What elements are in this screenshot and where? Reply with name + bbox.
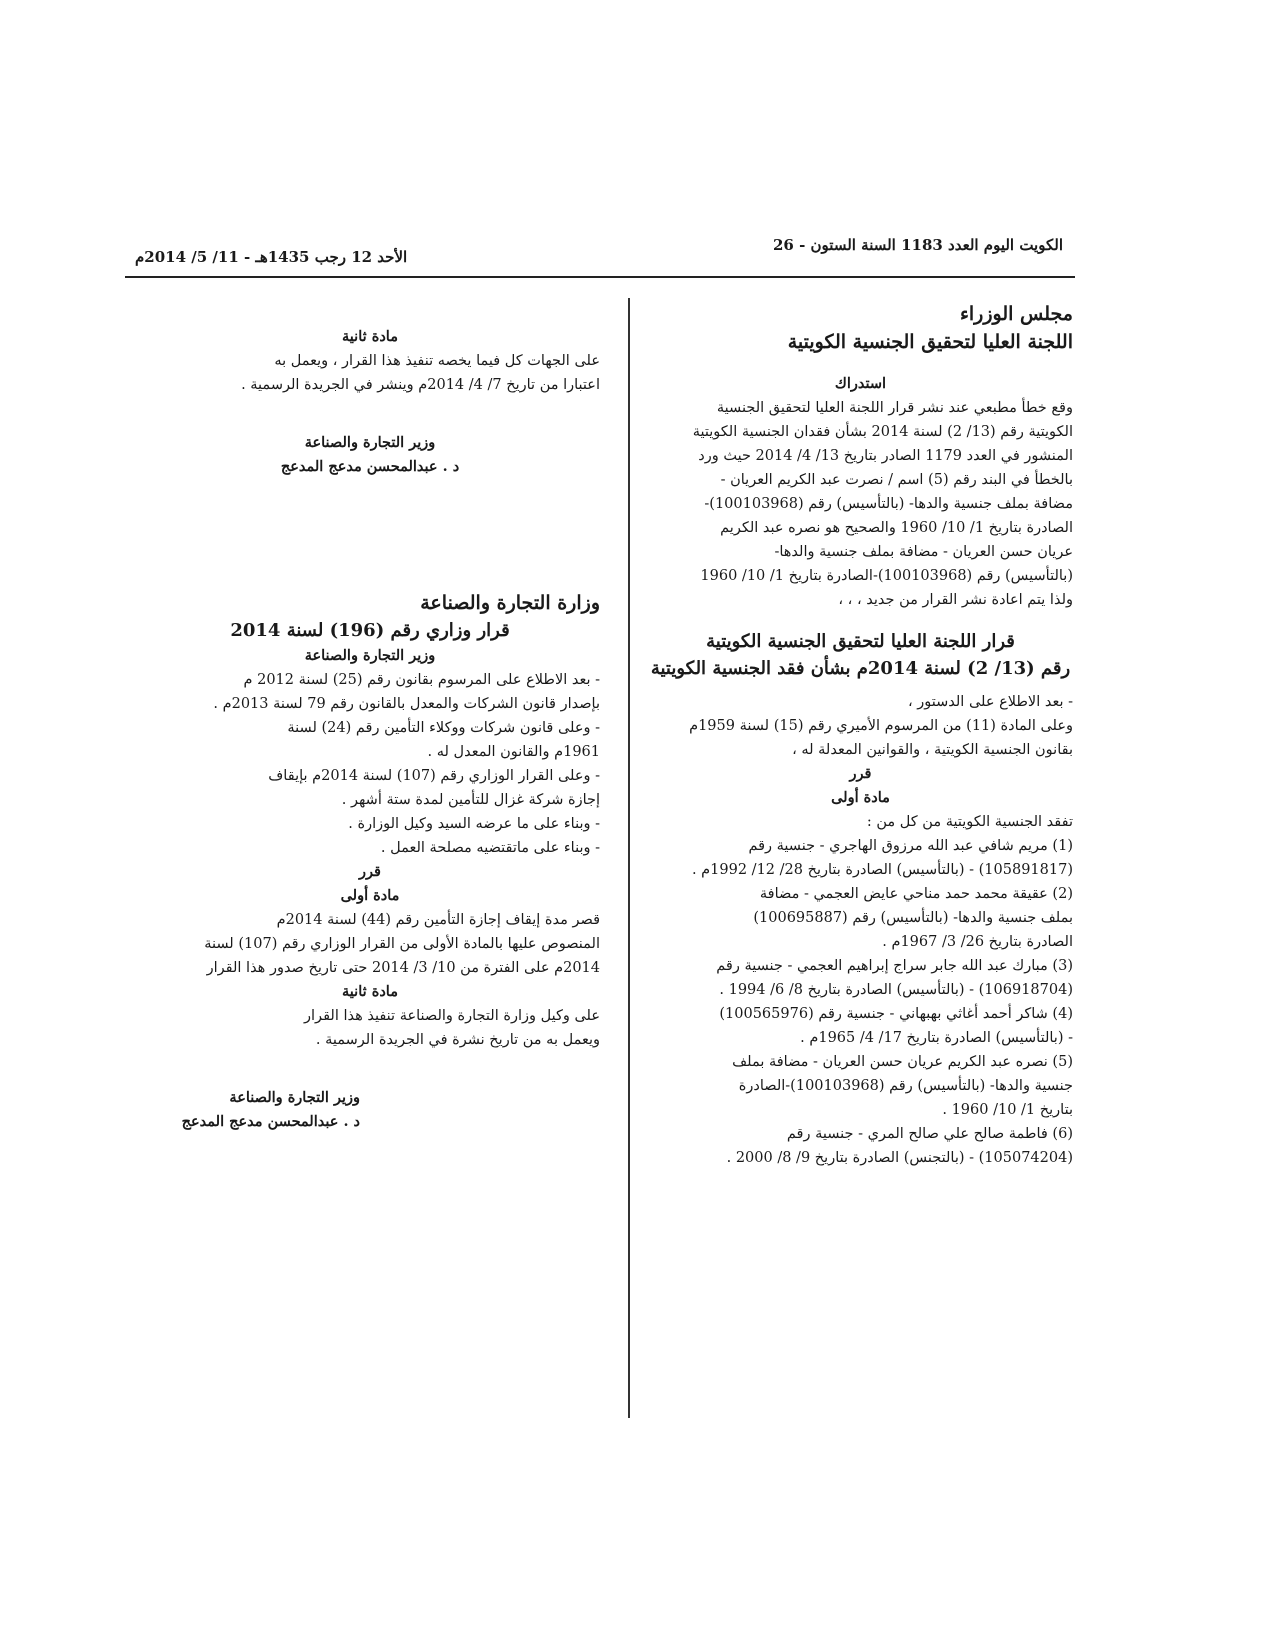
decision-subtitle: رقم (13/ 2) لسنة 2014م بشأن فقد الجنسية الكويتية — [650, 658, 1071, 679]
list-item: (105074204) - (بالتجنس) الصادرة بتاريخ 9/ 8/ 2000 . — [726, 1150, 1073, 1166]
decided-heading: قرر — [849, 765, 872, 782]
signature-title: وزير التجارة والصناعة — [229, 1089, 360, 1106]
preamble-line: - وعلى قانون شركات ووكلاء التأمين رقم (24) لسنة — [287, 720, 600, 736]
signature-title: د . عبدالمحسن مدعج المدعج — [280, 458, 460, 475]
list-item: بتاريخ 1/ 10/ 1960 . — [942, 1102, 1073, 1118]
article-two-line: على وكيل وزارة التجارة والصناعة تنفيذ هذا القرار — [304, 1008, 600, 1024]
list-item: بملف جنسية والدها- (بالتأسيس) رقم (100695887) — [753, 910, 1073, 926]
list-item: (4) شاكر أحمد أغاثي بهبهاني - جنسية رقم (100565976) — [719, 1006, 1073, 1022]
article-one-line: المنصوص عليها بالمادة الأولى من القرار الوزاري رقم (107) لسنة — [204, 936, 600, 952]
article-one-heading: مادة أولى — [831, 789, 890, 806]
gazette-issue-header: الكويت اليوم العدد 1183 السنة الستون - 26 — [772, 236, 1063, 254]
article-two-heading: مادة ثانية — [342, 328, 398, 345]
article-two-line: ويعمل به من تاريخ نشرة في الجريدة الرسمية . — [315, 1032, 600, 1048]
signatory-name: د . عبدالمحسن مدعج المدعج — [181, 1113, 360, 1130]
article-two-line: اعتبارا من تاريخ 7/ 4/ 2014م وينشر في الجريدة الرسمية . — [241, 377, 600, 393]
column-divider — [628, 298, 630, 1418]
ministry-title: وزارة التجارة والصناعة — [420, 592, 600, 614]
erratum-line: عريان حسن العريان - مضافة بملف جنسية والدها- — [774, 544, 1073, 560]
list-item: جنسية والدها- (بالتأسيس) رقم (100103968)-الصادرة — [738, 1078, 1073, 1094]
list-item: الصادرة بتاريخ 26/ 3/ 1967م . — [882, 934, 1073, 950]
erratum-line: الكويتية رقم (13/ 2) لسنة 2014 بشأن فقدان الجنسية الكويتية — [692, 424, 1073, 440]
preamble-line: إجازة شركة غزال للتأمين لمدة ستة أشهر . — [341, 792, 600, 808]
preamble-line: بإصدار قانون الشركات والمعدل بالقانون رقم 79 لسنة 2013م . — [213, 696, 600, 712]
authority-title: مجلس الوزراء — [959, 303, 1073, 325]
preamble-line: بقانون الجنسية الكويتية ، والقوانين المعدلة له ، — [792, 742, 1073, 758]
list-item: - (بالتأسيس) الصادرة بتاريخ 17/ 4/ 1965م . — [800, 1030, 1073, 1046]
preamble-line: - وبناء على ما عرضه السيد وكيل الوزارة . — [348, 816, 600, 832]
committee-title: اللجنة العليا لتحقيق الجنسية الكويتية — [787, 331, 1073, 353]
decided-heading: قرر — [359, 863, 381, 880]
erratum-line: (بالتأسيس) رقم (100103968)-الصادرة بتاريخ 1/ 10/ 1960 — [700, 568, 1073, 584]
article-one-line: 2014م على الفترة من 10/ 3/ 2014 حتى تاريخ صدور هذا القرار — [206, 960, 600, 976]
erratum-line: بالخطأ في البند رقم (5) اسم / نصرت عبد الكريم العريان - — [720, 472, 1073, 488]
preamble-line: - وعلى القرار الوزاري رقم (107) لسنة 2014م بإيقاف — [268, 768, 600, 784]
list-item: (106918704) - (بالتأسيس) الصادرة بتاريخ 8/ 6/ 1994 . — [719, 982, 1073, 998]
preamble-line: - بعد الاطلاع على الدستور ، — [907, 694, 1073, 710]
article-two-heading: مادة ثانية — [342, 983, 398, 1000]
list-item: (105891817) - (بالتأسيس) الصادرة بتاريخ 28/ 12/ 1992م . — [691, 862, 1073, 878]
right-column — [648, 300, 1073, 1170]
gazette-date-header: الأحد 12 رجب 1435هـ - 11/ 5/ 2014م — [135, 248, 408, 266]
decision-title: قرار اللجنة العليا لتحقيق الجنسية الكويتية — [706, 631, 1015, 652]
signature-title: وزير التجارة والصناعة — [304, 434, 436, 451]
list-item: (2) عقيقة محمد حمد مناحي عايض العجمي - مضافة — [759, 886, 1073, 902]
erratum-title: استدراك — [834, 375, 887, 392]
preamble-line: وعلى المادة (11) من المرسوم الأميري رقم (15) لسنة 1959م — [689, 718, 1073, 734]
article-one-intro: تفقد الجنسية الكويتية من كل من : — [866, 814, 1073, 830]
article-two-line: على الجهات كل فيما يخصه تنفيذ هذا القرار ، ويعمل به — [274, 353, 600, 369]
erratum-line: ولذا يتم اعادة نشر القرار من جديد ، ، ، — [838, 592, 1073, 608]
minister-heading: وزير التجارة والصناعة — [304, 647, 436, 664]
list-item: (1) مريم شافي عبد الله مرزوق الهاجري - جنسية رقم — [748, 838, 1073, 854]
erratum-line: المنشور في العدد 1179 الصادر بتاريخ 13/ 4/ 2014 حيث ورد — [698, 448, 1073, 464]
article-one-heading: مادة أولى — [340, 887, 400, 904]
list-item: (6) فاطمة صالح علي صالح المري - جنسية رقم — [786, 1126, 1073, 1142]
erratum-line: الصادرة بتاريخ 1/ 10/ 1960 والصحيح هو نصره عبد الكريم — [720, 520, 1073, 536]
list-item: (3) مبارك عبد الله جابر سراج إبراهيم العجمي - جنسية رقم — [716, 958, 1073, 974]
left-column — [140, 325, 600, 1134]
article-one-line: قصر مدة إيقاف إجازة التأمين رقم (44) لسنة 2014م — [276, 912, 600, 928]
preamble-line: 1961م والقانون المعدل له . — [427, 744, 600, 760]
preamble-line: - وبناء على ماتقتضيه مصلحة العمل . — [380, 840, 600, 856]
erratum-line: وقع خطأ مطبعي عند نشر قرار اللجنة العليا لتحقيق الجنسية — [716, 400, 1073, 416]
preamble-line: - بعد الاطلاع على المرسوم بقانون رقم (25) لسنة 2012 م — [243, 672, 600, 688]
list-item: (5) نصره عبد الكريم عريان حسن العريان - مضافة بملف — [732, 1054, 1073, 1070]
erratum-line: مضافة بملف جنسية والدها- (بالتأسيس) رقم (100103968)- — [704, 496, 1073, 512]
resolution-title: قرار وزاري رقم (196) لسنة 2014 — [230, 620, 510, 641]
